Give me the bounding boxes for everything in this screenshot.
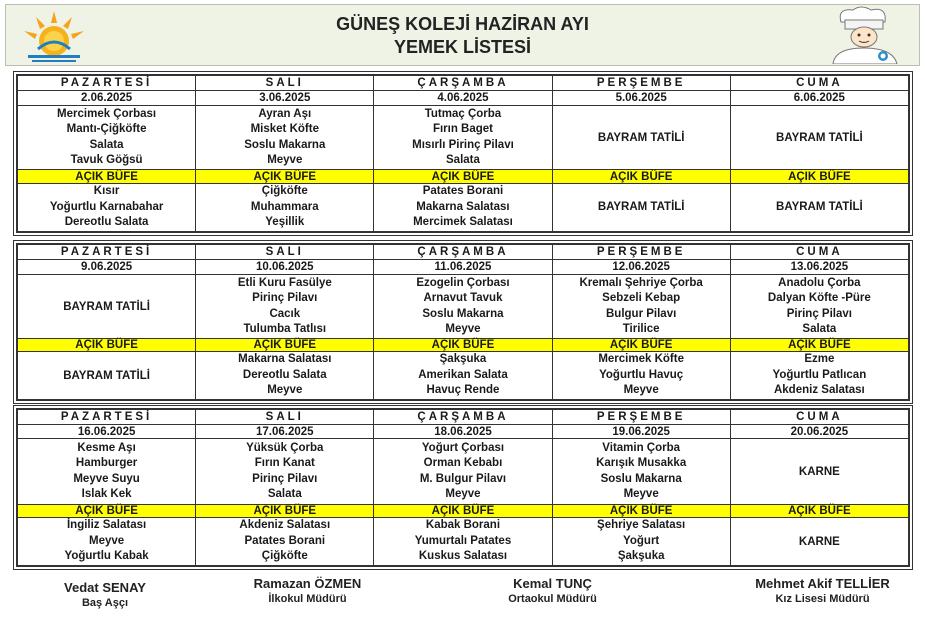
holiday-label: BAYRAM TATİLİ: [552, 106, 730, 170]
menu-item: Yoğurt: [623, 534, 660, 547]
menu-item: Mercimek Köfte: [598, 353, 684, 366]
menu-item: Etli Kuru Fasülye: [237, 276, 332, 289]
signature-girls-high-principal: [735, 576, 910, 605]
title-line-1: GÜNEŞ KOLEJİ HAZİRAN AYI: [336, 14, 589, 34]
day-date: 2.06.2025: [18, 91, 196, 106]
menu-item: Salata: [802, 323, 837, 336]
menu-item: Amerikan Salata: [418, 368, 508, 381]
menu-item: Kuskus Salatası: [418, 550, 508, 563]
menu-item: Tutmaç Çorba: [424, 107, 502, 120]
menu-item: Kesme Aşı: [77, 441, 136, 454]
lunch-menu: [374, 275, 552, 339]
lunch-menu: [552, 439, 730, 505]
menu-item: Vitamin Çorba: [602, 441, 681, 454]
holiday-label: BAYRAM TATİLİ: [18, 352, 196, 400]
lunch-menu: [730, 275, 908, 339]
menu-item: Yoğurtlu Havuç: [599, 368, 684, 381]
day-date: 12.06.2025: [552, 260, 730, 275]
menu-item: Soslu Makarna: [244, 138, 326, 151]
buffet-menu: [374, 518, 552, 566]
menu-item: Salata: [446, 154, 480, 167]
day-name: SALI: [196, 76, 374, 91]
menu-item: Çiğköfte: [261, 550, 308, 563]
day-name: SALI: [196, 410, 374, 425]
buffet-label: AÇIK BÜFE: [196, 505, 374, 518]
menu-item: Ayran Aşı: [258, 107, 312, 120]
menu-item: Şehriye Salatası: [597, 519, 686, 532]
report-day-label: KARNE: [730, 518, 908, 566]
buffet-menu: [730, 352, 908, 400]
buffet-menu: [374, 183, 552, 231]
day-date: 13.06.2025: [730, 260, 908, 275]
menu-item: Patates Borani: [422, 185, 504, 198]
day-date: 11.06.2025: [374, 260, 552, 275]
week-1-table: [13, 71, 913, 236]
lunch-menu: [374, 439, 552, 505]
signature-head-chef: [30, 580, 180, 609]
holiday-label: BAYRAM TATİLİ: [18, 275, 196, 339]
signature-name: Ramazan ÖZMEN: [253, 576, 362, 591]
menu-item: Soslu Makarna: [600, 472, 682, 485]
day-name: ÇARŞAMBA: [374, 76, 552, 91]
buffet-menu: [196, 518, 374, 566]
menu-item: Mantı-Çiğköfte: [66, 123, 147, 136]
menu-item: Mercimek Çorbası: [57, 107, 157, 120]
buffet-menu: [552, 518, 730, 566]
week-3-table: [13, 405, 913, 570]
buffet-menu: [552, 352, 730, 400]
menu-item: Tulumba Tatlısı: [243, 323, 327, 336]
buffet-label: AÇIK BÜFE: [552, 505, 730, 518]
menu-item: Anadolu Çorba: [778, 276, 861, 289]
signature-name: Mehmet Akif TELLİER: [755, 576, 890, 591]
menu-item: Salata: [89, 138, 124, 151]
menu-item: Pirinç Pilavı: [252, 292, 318, 305]
chef-icon: [821, 6, 913, 64]
menu-item: Makarna Salatası: [416, 200, 510, 213]
buffet-label: AÇIK BÜFE: [552, 338, 730, 351]
signature-primary-principal: [230, 576, 385, 605]
buffet-menu: [196, 183, 374, 231]
menu-item: Dereotlu Salata: [242, 368, 327, 381]
buffet-label: AÇIK BÜFE: [196, 170, 374, 183]
menu-item: Meyve: [623, 488, 659, 501]
menu-item: Meyve Suyu: [73, 472, 140, 485]
menu-item: Yeşillik: [265, 216, 305, 229]
buffet-label: AÇIK BÜFE: [374, 338, 552, 351]
day-name: PAZARTESİ: [18, 76, 196, 91]
signature-name: Vedat SENAY: [64, 580, 146, 595]
lunch-menu: [18, 439, 196, 505]
buffet-label: AÇIK BÜFE: [374, 170, 552, 183]
day-name: ÇARŞAMBA: [374, 245, 552, 260]
day-date: 16.06.2025: [18, 425, 196, 439]
menu-item: Meyve: [445, 323, 481, 336]
day-date: 20.06.2025: [730, 425, 908, 439]
menu-item: Meyve: [623, 384, 659, 397]
buffet-label: AÇIK BÜFE: [18, 338, 196, 351]
menu-item: Pirinç Pilavı: [786, 307, 852, 320]
menu-item: Mercimek Salatası: [413, 216, 513, 229]
menu-item: Yumurtalı Patates: [414, 534, 512, 547]
title-line-2: YEMEK LİSTESİ: [393, 37, 532, 57]
menu-item: Cacık: [269, 307, 301, 320]
day-date: 3.06.2025: [196, 91, 374, 106]
day-date: 19.06.2025: [552, 425, 730, 439]
menu-item: Karışık Musakka: [596, 457, 687, 470]
day-date: 6.06.2025: [730, 91, 908, 106]
menu-item: Akdeniz Salatası: [239, 519, 331, 532]
menu-item: Fırın Baget: [432, 123, 493, 136]
menu-item: Meyve: [445, 488, 481, 501]
day-date: 18.06.2025: [374, 425, 552, 439]
signature-role: Kız Lisesi Müdürü: [775, 593, 870, 605]
buffet-menu: [374, 352, 552, 400]
menu-item: Dalyan Köfte -Püre: [767, 292, 871, 305]
menu-item: Tavuk Göğsü: [70, 154, 143, 167]
holiday-label: BAYRAM TATİLİ: [552, 183, 730, 231]
week-2-table: [13, 240, 913, 404]
menu-item: Sebzeli Kebap: [602, 292, 681, 305]
buffet-menu: [196, 352, 374, 400]
buffet-label: AÇIK BÜFE: [730, 338, 908, 351]
menu-item: Meyve: [267, 384, 303, 397]
menu-item: Soslu Makarna: [422, 307, 504, 320]
menu-item: Meyve: [267, 154, 303, 167]
menu-item: Akdeniz Salatası: [773, 384, 865, 397]
lunch-menu: [196, 106, 374, 170]
menu-item: Fırın Kanat: [254, 457, 315, 470]
menu-item: Yoğurtlu Karnabahar: [49, 200, 164, 213]
day-name: CUMA: [730, 245, 908, 260]
menu-item: Havuç Rende: [426, 384, 500, 397]
menu-item: Tirilice: [622, 323, 660, 336]
menu-item: Mısırlı Pirinç Pilavı: [412, 138, 514, 151]
menu-item: Orman Kebabı: [423, 457, 503, 470]
menu-item: Ezme: [804, 353, 835, 366]
day-name: CUMA: [730, 76, 908, 91]
menu-item: Şakşuka: [617, 550, 665, 563]
menu-item: Makarna Salatası: [238, 353, 332, 366]
day-date: 9.06.2025: [18, 260, 196, 275]
holiday-label: BAYRAM TATİLİ: [730, 106, 908, 170]
menu-item: Yoğurt Çorbası: [421, 441, 505, 454]
signature-role: Ortaokul Müdürü: [508, 593, 597, 605]
menu-item: Ezogelin Çorbası: [416, 276, 510, 289]
buffet-label: AÇIK BÜFE: [552, 170, 730, 183]
lunch-menu: [196, 439, 374, 505]
menu-item: Yüksük Çorba: [246, 441, 324, 454]
menu-item: Dereotlu Salata: [64, 216, 149, 229]
holiday-label: BAYRAM TATİLİ: [730, 183, 908, 231]
menu-item: Şakşuka: [439, 353, 487, 366]
menu-item: Yoğurtlu Kabak: [64, 550, 149, 563]
page-title: [6, 13, 919, 59]
menu-item: Yoğurtlu Patlıcan: [772, 368, 867, 381]
report-day-label: KARNE: [730, 439, 908, 505]
page-header: [5, 4, 920, 66]
day-name: SALI: [196, 245, 374, 260]
buffet-menu: [18, 183, 196, 231]
buffet-menu: [18, 518, 196, 566]
signature-middle-principal: [475, 576, 630, 605]
menu-item: Muhammara: [250, 200, 319, 213]
lunch-menu: [552, 275, 730, 339]
menu-item: Salata: [267, 488, 302, 501]
menu-item: Meyve: [89, 534, 125, 547]
menu-item: Hamburger: [75, 457, 138, 470]
day-name: CUMA: [730, 410, 908, 425]
signature-name: Kemal TUNÇ: [513, 576, 592, 591]
menu-item: Misket Köfte: [250, 123, 319, 136]
lunch-menu: [18, 106, 196, 170]
day-name: PAZARTESİ: [18, 245, 196, 260]
buffet-label: AÇIK BÜFE: [18, 505, 196, 518]
buffet-label: AÇIK BÜFE: [18, 170, 196, 183]
day-name: PAZARTESİ: [18, 410, 196, 425]
day-name: PERŞEMBE: [552, 245, 730, 260]
lunch-menu: [196, 275, 374, 339]
day-name: PERŞEMBE: [552, 410, 730, 425]
day-date: 4.06.2025: [374, 91, 552, 106]
buffet-label: AÇIK BÜFE: [196, 338, 374, 351]
day-date: 17.06.2025: [196, 425, 374, 439]
day-name: PERŞEMBE: [552, 76, 730, 91]
buffet-label: AÇIK BÜFE: [730, 505, 908, 518]
menu-item: Kremalı Şehriye Çorba: [579, 276, 703, 289]
signature-role: Baş Aşçı: [81, 597, 129, 609]
menu-item: Kabak Borani: [425, 519, 501, 532]
menu-item: Bulgur Pilavı: [606, 307, 677, 320]
menu-item: M. Bulgur Pilavı: [419, 472, 507, 485]
menu-item: Patates Borani: [244, 534, 326, 547]
menu-item: İngiliz Salatası: [66, 519, 147, 532]
day-date: 10.06.2025: [196, 260, 374, 275]
signature-role: İlkokul Müdürü: [268, 593, 347, 605]
lunch-menu: [374, 106, 552, 170]
buffet-label: AÇIK BÜFE: [374, 505, 552, 518]
menu-item: Kısır: [93, 185, 120, 198]
day-name: ÇARŞAMBA: [374, 410, 552, 425]
menu-item: Çiğköfte: [261, 185, 308, 198]
day-date: 5.06.2025: [552, 91, 730, 106]
menu-item: Arnavut Tavuk: [423, 292, 503, 305]
menu-item: Islak Kek: [81, 488, 132, 501]
menu-item: Pirinç Pilavı: [252, 472, 318, 485]
buffet-label: AÇIK BÜFE: [730, 170, 908, 183]
